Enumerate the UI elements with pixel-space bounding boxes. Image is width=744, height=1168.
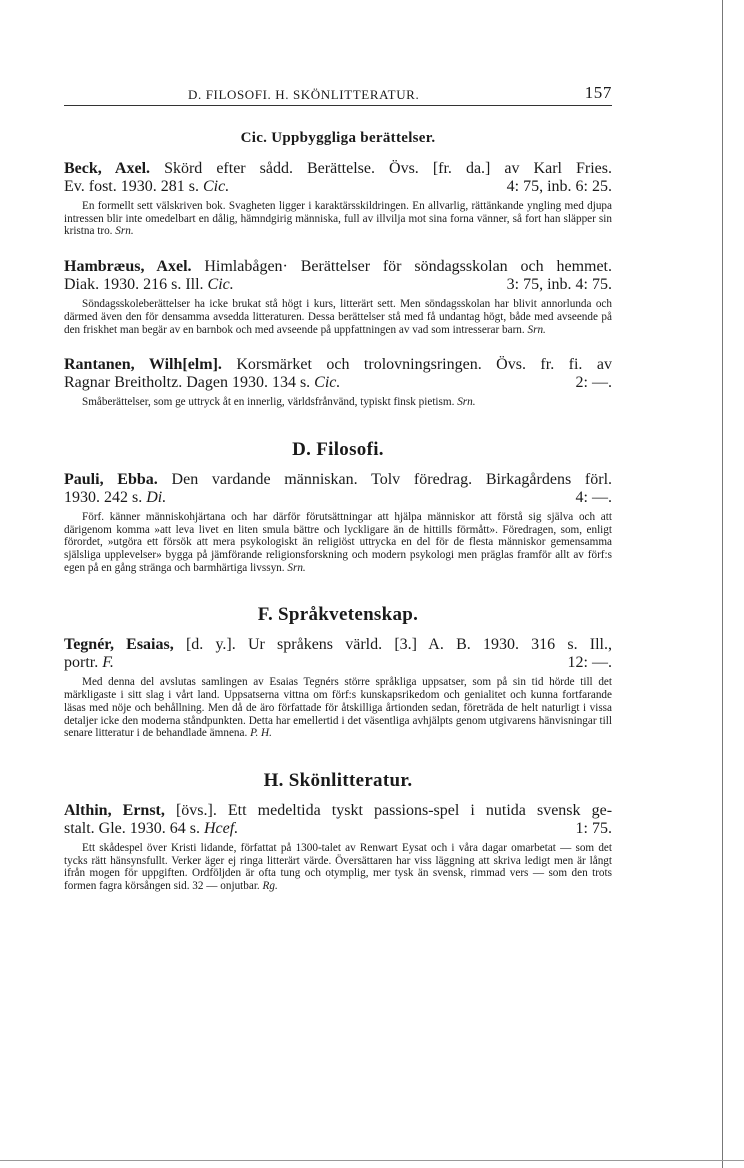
entry-publisher: portr. — [64, 654, 99, 672]
entry-imprint — [64, 374, 612, 392]
entry-author: Tegnér, Esaias, — [64, 636, 174, 654]
entry-title: Korsmärket och trolovningsringen. Övs. fr. fi. av — [236, 356, 612, 374]
entry-beck — [64, 160, 612, 238]
entry-headline — [64, 471, 612, 489]
entry-class: Hcef. — [204, 819, 239, 837]
entry-publisher: 1930. 242 s. — [64, 488, 143, 506]
entry-review — [64, 842, 612, 893]
entry-review — [64, 200, 612, 238]
entry-althin — [64, 802, 612, 893]
entry-imprint — [64, 276, 612, 294]
entry-class: Cic. — [314, 374, 341, 392]
review-text: Småberättelser, som ge uttryck åt en innerlig, världsfrånvänd, typiskt finsk pietism. — [82, 396, 455, 409]
entry-title: [övs.]. Ett medeltida tyskt passions-spel i nutida svensk ge- — [175, 801, 613, 819]
entry-tegner — [64, 636, 612, 740]
entry-review — [64, 298, 612, 336]
running-head-rule — [64, 105, 612, 106]
entry-headline — [64, 160, 612, 178]
entry-hambraeus — [64, 258, 612, 336]
review-signature: Srn. — [115, 225, 134, 238]
review-signature: Srn. — [527, 323, 546, 336]
entry-title: Himlabågen· Berättelser för söndagsskolan och hemmet. — [204, 258, 613, 276]
page-bottom-line — [0, 1160, 744, 1161]
entry-class: Cic. — [202, 178, 230, 195]
section-heading-skonlitteratur: H. Skönlitteratur. — [263, 769, 413, 791]
section-heading-filosofi: D. Filosofi. — [292, 438, 384, 460]
text-column — [64, 120, 612, 893]
review-signature: Srn. — [457, 396, 476, 409]
entry-class: Di. — [146, 488, 167, 506]
entry-headline — [64, 636, 612, 654]
review-text: En formellt sett välskriven bok. Svagheten ligger i karaktärsskildringen. En allvarlig, rättänkande yngling med djupa intressen blir inte omedelbart en dålig, hämndgirig människa, full av illvilja mot sina forna vänner, så fort han släpper sin kristna tro. — [64, 200, 612, 238]
entry-publisher: Ev. fost. 1930. 281 s. — [64, 178, 199, 195]
entry-imprint — [64, 489, 612, 507]
subsection-heading-cic: Cic. Uppbyggliga berättelser. — [240, 130, 436, 146]
entry-headline — [64, 802, 612, 820]
entry-review — [64, 676, 612, 740]
entry-review — [64, 396, 612, 409]
entry-price: 1: 75. — [575, 819, 612, 837]
review-text: Med denna del avslutas samlingen av Esaias Tegnérs större språkliga uppsatser, som på sin tid hörde till det märkligaste i sitt slag i vårt land. Uppsatserna vittna om förf:s kunskapsrikedom och genialitet och kunna fortfarande läsas med nöje och behållning. Men då de äro författade för åtskilliga årtionden sedan, företräda de helt naturligt i vissa detaljer icke den moderna ståndpunkten. Detta har emellertid i det väsentliga avhjälpts genom utgivarens hänvisningar till senare litteratur i de behandlade ämnena. — [64, 676, 612, 740]
entry-review — [64, 511, 612, 575]
entry-imprint — [64, 178, 612, 196]
entry-rantanen — [64, 356, 612, 409]
page-edge-line — [722, 0, 723, 1168]
entry-title: [d. y.]. Ur språkens värld. [3.] A. B. 1930. 316 s. Ill., — [185, 636, 613, 654]
entry-author: Pauli, Ebba. — [64, 470, 158, 488]
entry-class: F. — [102, 654, 114, 672]
review-text: Ett skådespel över Kristi lidande, författat på 1300-talet av Renwart Eysat och i våra dagar omarbetat — som det tycks rätt hänsynsfullt. Verker äger ej ringa litterärt värde. Översättaren har viss läggning att skriva ledigt men är långt ifrån mogen för uppgiften. Ordföljden är ofta tung och otymplig, mer tysk än svensk, rimmad vers — som den trots formen fagra körsången sid. 32 — onjutbar. — [64, 841, 612, 893]
entry-publisher: Ragnar Breitholtz. Dagen 1930. 134 s. — [64, 374, 311, 392]
section-heading-sprakvetenskap: F. Språkvetenskap. — [257, 604, 419, 626]
entry-pauli — [64, 471, 612, 575]
entry-title: Den vardande människan. Tolv föredrag. Birkagårdens förl. — [171, 470, 613, 488]
entry-publisher: stalt. Gle. 1930. 64 s. — [64, 819, 200, 837]
review-signature: Srn. — [287, 561, 306, 574]
entry-author: Althin, Ernst, — [64, 801, 165, 819]
review-signature: P. H. — [250, 727, 272, 740]
review-text: Söndagsskoleberättelser ha icke brukat stå högt i kurs, litterärt sett. Men söndagsskolan har blivit annorlunda och därmed även den för densamma avsedda litteraturen. Dessa berättelser stå med få undantag högt, både med avseende på den friskhet man begär av en barnbok och med avseende på uppfattningen av vad som intresserar barn. — [64, 298, 612, 336]
entry-headline — [64, 356, 612, 374]
review-signature: Rg. — [262, 880, 278, 893]
entry-publisher: Diak. 1930. 216 s. Ill. — [64, 276, 204, 294]
entry-author: Rantanen, Wilh[elm]. — [64, 356, 222, 374]
entry-price: 2: —. — [575, 374, 612, 392]
entry-class: Cic. — [207, 276, 234, 294]
entry-price: 3: 75, inb. 4: 75. — [506, 276, 612, 294]
entry-price: 4: —. — [575, 488, 612, 506]
review-text: Förf. känner människohjärtana och har därför förutsättningar att hjälpa människor att förstå sig själva och att därigenom komma »att leva livet en liten smula bättre och lyckligare än de hittills förmått». Föredragen, som, enligt förordet, »utgöra ett försök att mera psykologiskt än religiöst uttrycka en del för de flesta människor gemensamma själsliga upplevelser» bygga på jämförande religionsforskning och modern psykologi men präglas framför allt av förf:s egen på en gång stränga och barmhärtiga livssyn. — [64, 510, 612, 574]
page-number: 157 — [584, 83, 612, 102]
running-head-text: D. FILOSOFI. H. SKÖNLITTERATUR. — [188, 87, 420, 102]
entry-imprint — [64, 820, 612, 838]
entry-title: Skörd efter sådd. Berättelse. Övs. [fr. da.] av Karl Fries. — [164, 160, 613, 177]
entry-price: 4: 75, inb. 6: 25. — [506, 178, 612, 195]
entry-author: Hambræus, Axel. — [64, 258, 192, 276]
entry-headline — [64, 258, 612, 276]
entry-imprint — [64, 654, 612, 672]
entry-author: Beck, Axel. — [64, 160, 151, 177]
entry-price: 12: —. — [567, 654, 612, 672]
